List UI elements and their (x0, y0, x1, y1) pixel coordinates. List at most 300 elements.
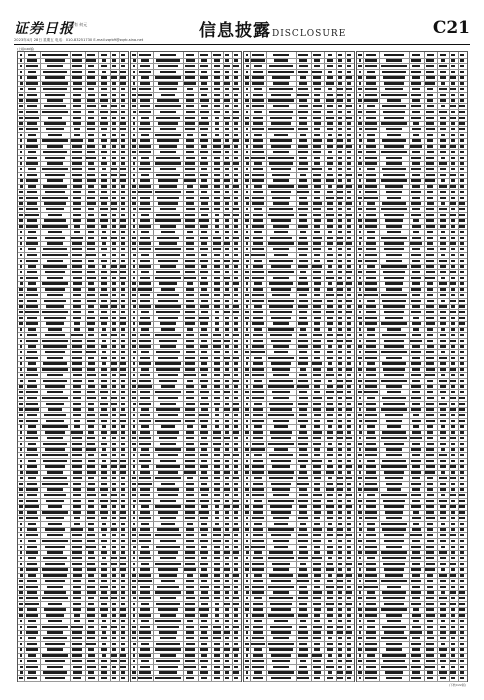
table-cell (88, 454, 94, 456)
table-cell (246, 65, 249, 67)
table-cell (441, 82, 446, 84)
table-cell (19, 391, 22, 393)
table-cell (101, 385, 106, 387)
table-cell (73, 282, 82, 284)
table-cell (201, 362, 207, 364)
table-cell (246, 631, 249, 633)
table-cell (313, 174, 322, 176)
table-cell (233, 408, 238, 410)
table-cell (359, 191, 362, 193)
table-cell (19, 414, 23, 416)
table-cell (112, 322, 116, 324)
table-cell (112, 288, 116, 290)
table-cell (365, 517, 378, 519)
table-cell (440, 288, 446, 290)
table-cell (451, 208, 455, 210)
table-cell (359, 420, 362, 422)
table-cell (225, 76, 230, 78)
table-cell (26, 631, 38, 633)
table-cell (358, 551, 361, 553)
table-cell (246, 614, 249, 616)
table-cell (271, 340, 291, 342)
table-cell (383, 111, 405, 113)
table-cell (101, 282, 108, 284)
table-cell (300, 660, 307, 662)
table-cell (381, 351, 407, 353)
table-cell (43, 557, 66, 559)
table-cell (338, 454, 342, 456)
table-cell (426, 71, 435, 73)
table-cell (347, 162, 350, 164)
table-cell (298, 574, 308, 576)
table-cell (460, 568, 465, 570)
table-cell (138, 94, 151, 96)
table-cell (346, 671, 351, 673)
table-cell (234, 471, 238, 473)
table-cell (425, 374, 435, 376)
table-cell (314, 191, 321, 193)
table-cell (346, 563, 351, 565)
table-cell (225, 580, 230, 582)
table-cell (46, 500, 64, 502)
table-cell (460, 242, 464, 244)
table-cell (383, 597, 405, 599)
table-cell (112, 666, 117, 668)
table-cell (268, 643, 294, 645)
table-cell (133, 603, 136, 605)
table-cell (412, 500, 419, 502)
table-cell (338, 111, 343, 113)
table-cell (411, 191, 421, 193)
table-cell (186, 677, 193, 679)
table-cell (337, 483, 342, 485)
table-cell (47, 631, 64, 633)
table-cell (185, 465, 196, 467)
table-cell (225, 465, 230, 467)
table-cell (88, 357, 94, 359)
table-cell (273, 248, 290, 250)
table-cell (72, 448, 82, 450)
table-cell (101, 277, 106, 279)
table-cell (42, 540, 68, 542)
table-cell (101, 139, 107, 141)
table-cell (338, 597, 343, 599)
table-cell (20, 277, 23, 279)
table-cell (427, 488, 434, 490)
table-cell (112, 574, 116, 576)
table-cell (26, 568, 39, 570)
table-cell (253, 505, 262, 507)
table-cell (451, 65, 454, 67)
table-cell (87, 225, 96, 227)
table-cell (366, 437, 376, 439)
table-cell (139, 631, 150, 633)
table-cell (252, 374, 265, 376)
table-cell (200, 162, 208, 164)
table-cell (121, 488, 125, 490)
table-cell (214, 568, 220, 570)
table-cell (451, 328, 454, 330)
table-cell (120, 317, 125, 319)
table-cell (459, 397, 464, 399)
table-cell (337, 431, 342, 433)
table-cell (224, 505, 230, 507)
table-cell (112, 128, 116, 130)
table-cell (439, 208, 447, 210)
table-cell (214, 586, 220, 588)
table-cell (451, 483, 455, 485)
table-cell (384, 568, 405, 570)
table-cell (73, 191, 81, 193)
table-cell (225, 54, 228, 56)
table-cell (200, 282, 209, 284)
table-cell (440, 191, 446, 193)
table-cell (184, 471, 195, 473)
table-cell (327, 494, 332, 496)
table-cell (451, 597, 455, 599)
table-cell (42, 254, 68, 256)
table-cell (387, 488, 401, 490)
table-cell (451, 71, 456, 73)
table-cell (225, 168, 229, 170)
table-cell (27, 546, 37, 548)
table-cell (185, 517, 196, 519)
table-cell (214, 677, 220, 679)
table-cell (133, 317, 136, 319)
table-cell (246, 523, 248, 525)
table-cell (132, 534, 135, 536)
table-cell (215, 517, 219, 519)
table-cell (73, 277, 82, 279)
table-cell (234, 351, 237, 353)
table-cell (101, 288, 106, 290)
table-cell (347, 511, 351, 513)
table-cell (224, 311, 230, 313)
table-cell (74, 322, 81, 324)
table-cell (72, 637, 83, 639)
table-cell (214, 59, 221, 61)
table-cell (88, 134, 94, 136)
table-cell (346, 397, 352, 399)
table-cell (327, 483, 333, 485)
table-cell (440, 271, 446, 273)
table-cell (158, 179, 179, 181)
table-cell (120, 465, 125, 467)
table-cell (367, 425, 375, 427)
table-cell (270, 139, 292, 141)
table-cell (88, 328, 94, 330)
table-cell (139, 345, 152, 347)
table-cell (314, 328, 320, 330)
table-cell (42, 425, 68, 427)
table-cell (185, 214, 195, 216)
table-cell (254, 523, 262, 525)
table-cell (347, 586, 352, 588)
table-cell (440, 145, 446, 147)
table-cell (358, 185, 361, 187)
table-cell (450, 105, 456, 107)
table-cell (100, 122, 108, 124)
table-cell (133, 65, 136, 67)
table-cell (441, 546, 445, 548)
table-cell (72, 443, 83, 445)
table-cell (47, 260, 64, 262)
table-cell (346, 185, 351, 187)
table-cell (427, 197, 434, 199)
table-cell (460, 580, 465, 582)
table-cell (412, 151, 420, 153)
table-cell (338, 500, 343, 502)
table-cell (358, 88, 361, 90)
table-cell (20, 540, 22, 542)
table-cell (327, 643, 333, 645)
table-cell (27, 591, 36, 593)
table-cell (459, 128, 465, 130)
table-cell (298, 282, 308, 284)
table-cell (20, 574, 23, 576)
table-cell (314, 574, 321, 576)
table-cell (450, 671, 455, 673)
table-cell (102, 643, 107, 645)
table-cell (337, 139, 342, 141)
table-cell (133, 117, 136, 119)
table-cell (224, 277, 229, 279)
table-cell (386, 260, 402, 262)
table-cell (299, 391, 307, 393)
table-cell (440, 214, 447, 216)
table-cell (253, 288, 263, 290)
table-cell (440, 420, 445, 422)
table-cell (328, 71, 333, 73)
table-cell (45, 448, 66, 450)
table-cell (272, 488, 290, 490)
table-cell (140, 551, 151, 553)
table-cell (412, 574, 420, 576)
table-cell (120, 265, 125, 267)
table-cell (326, 99, 333, 101)
table-cell (450, 408, 455, 410)
table-cell (133, 614, 135, 616)
table-cell (88, 117, 95, 119)
table-cell (112, 586, 115, 588)
table-cell (441, 425, 445, 427)
table-cell (186, 99, 194, 101)
table-cell (439, 454, 446, 456)
table-cell (460, 425, 463, 427)
table-cell (246, 288, 248, 290)
table-cell (274, 59, 288, 61)
table-cell (133, 511, 136, 513)
table-cell (20, 328, 22, 330)
table-cell (187, 477, 194, 479)
table-cell (460, 345, 464, 347)
table-cell (366, 505, 377, 507)
table-cell (386, 420, 402, 422)
table-cell (111, 626, 116, 628)
table-cell (382, 334, 405, 336)
table-cell (314, 260, 320, 262)
table-cell (234, 608, 239, 610)
table-cell (47, 357, 64, 359)
table-cell (326, 471, 333, 473)
table-cell (158, 82, 179, 84)
table-cell (271, 288, 292, 290)
table-cell (439, 597, 447, 599)
table-cell (337, 586, 342, 588)
table-cell (19, 586, 22, 588)
table-cell (298, 403, 309, 405)
table-cell (440, 174, 446, 176)
table-cell (72, 643, 82, 645)
table-cell (359, 385, 362, 387)
table-cell (253, 145, 264, 147)
table-cell (234, 374, 238, 376)
table-cell (381, 523, 407, 525)
table-cell (314, 94, 321, 96)
table-cell (215, 117, 220, 119)
table-cell (411, 168, 422, 170)
table-cell (26, 614, 37, 616)
table-cell (427, 151, 434, 153)
table-cell (268, 557, 294, 559)
table-cell (312, 460, 322, 462)
table-cell (100, 111, 107, 113)
table-cell (427, 202, 434, 204)
table-cell (338, 563, 342, 565)
table-cell (141, 174, 149, 176)
table-cell (245, 603, 249, 605)
table-cell (112, 317, 116, 319)
table-cell (45, 237, 66, 239)
table-cell (358, 660, 361, 662)
table-cell (254, 134, 262, 136)
table-cell (112, 677, 116, 679)
table-cell (111, 334, 116, 336)
table-cell (246, 517, 249, 519)
table-cell (214, 254, 221, 256)
table-cell (460, 288, 465, 290)
table-cell (215, 322, 219, 324)
table-cell (234, 460, 239, 462)
table-cell (102, 654, 107, 656)
table-cell (245, 351, 249, 353)
continuation-footer: (下转C22版) (448, 683, 466, 687)
table-cell (139, 322, 151, 324)
table-cell (133, 254, 136, 256)
table-cell (386, 357, 402, 359)
table-cell (73, 666, 82, 668)
table-cell (359, 523, 361, 525)
table-cell (439, 162, 446, 164)
table-cell (45, 677, 65, 679)
table-cell (225, 385, 230, 387)
table-cell (73, 397, 81, 399)
table-cell (338, 523, 341, 525)
table-cell (102, 534, 106, 536)
table-cell (313, 105, 322, 107)
table-cell (346, 660, 351, 662)
table-cell (27, 580, 38, 582)
table-cell (298, 557, 308, 559)
table-cell (234, 420, 238, 422)
table-cell (426, 517, 435, 519)
table-cell (140, 391, 149, 393)
table-cell (347, 648, 350, 650)
table-cell (200, 294, 209, 296)
table-cell (185, 368, 196, 370)
table-cell (102, 437, 106, 439)
table-cell (451, 54, 455, 56)
table-cell (224, 162, 229, 164)
table-cell (246, 648, 249, 650)
table-cell (252, 591, 265, 593)
table-cell (233, 454, 238, 456)
table-cell (233, 477, 238, 479)
table-cell (427, 340, 434, 342)
table-cell (201, 620, 207, 622)
table-cell (88, 408, 95, 410)
table-cell (48, 328, 62, 330)
header-rule (14, 44, 470, 45)
table-cell (112, 614, 116, 616)
table-cell (20, 345, 22, 347)
table-cell (313, 500, 322, 502)
table-cell (358, 671, 361, 673)
table-cell (440, 76, 446, 78)
table-cell (314, 523, 320, 525)
table-cell (327, 76, 333, 78)
table-cell (298, 631, 308, 633)
table-cell (313, 242, 321, 244)
table-cell (234, 300, 238, 302)
table-cell (133, 231, 135, 233)
table-cell (20, 71, 23, 73)
table-cell (451, 231, 454, 233)
table-cell (337, 237, 342, 239)
table-cell (187, 671, 194, 673)
table-cell (367, 300, 375, 302)
table-cell (347, 254, 352, 256)
table-cell (246, 454, 249, 456)
table-cell (214, 391, 220, 393)
table-cell (156, 351, 179, 353)
table-cell (44, 219, 66, 221)
table-cell (251, 254, 264, 256)
table-cell (450, 271, 455, 273)
table-cell (19, 505, 23, 507)
table-cell (121, 214, 126, 216)
table-cell (234, 174, 238, 176)
table-cell (253, 511, 264, 513)
table-cell (139, 443, 152, 445)
table-cell (426, 117, 434, 119)
table-cell (234, 59, 237, 61)
table-cell (359, 94, 362, 96)
table-cell (338, 231, 341, 233)
table-cell (102, 59, 107, 61)
table-cell (246, 151, 248, 153)
table-cell (410, 631, 421, 633)
table-cell (440, 368, 446, 370)
table-cell (20, 528, 22, 530)
table-cell (382, 431, 405, 433)
table-cell (412, 540, 420, 542)
table-cell (224, 488, 229, 490)
table-cell (366, 465, 375, 467)
table-cell (441, 157, 445, 159)
table-cell (233, 551, 238, 553)
table-cell (269, 597, 294, 599)
